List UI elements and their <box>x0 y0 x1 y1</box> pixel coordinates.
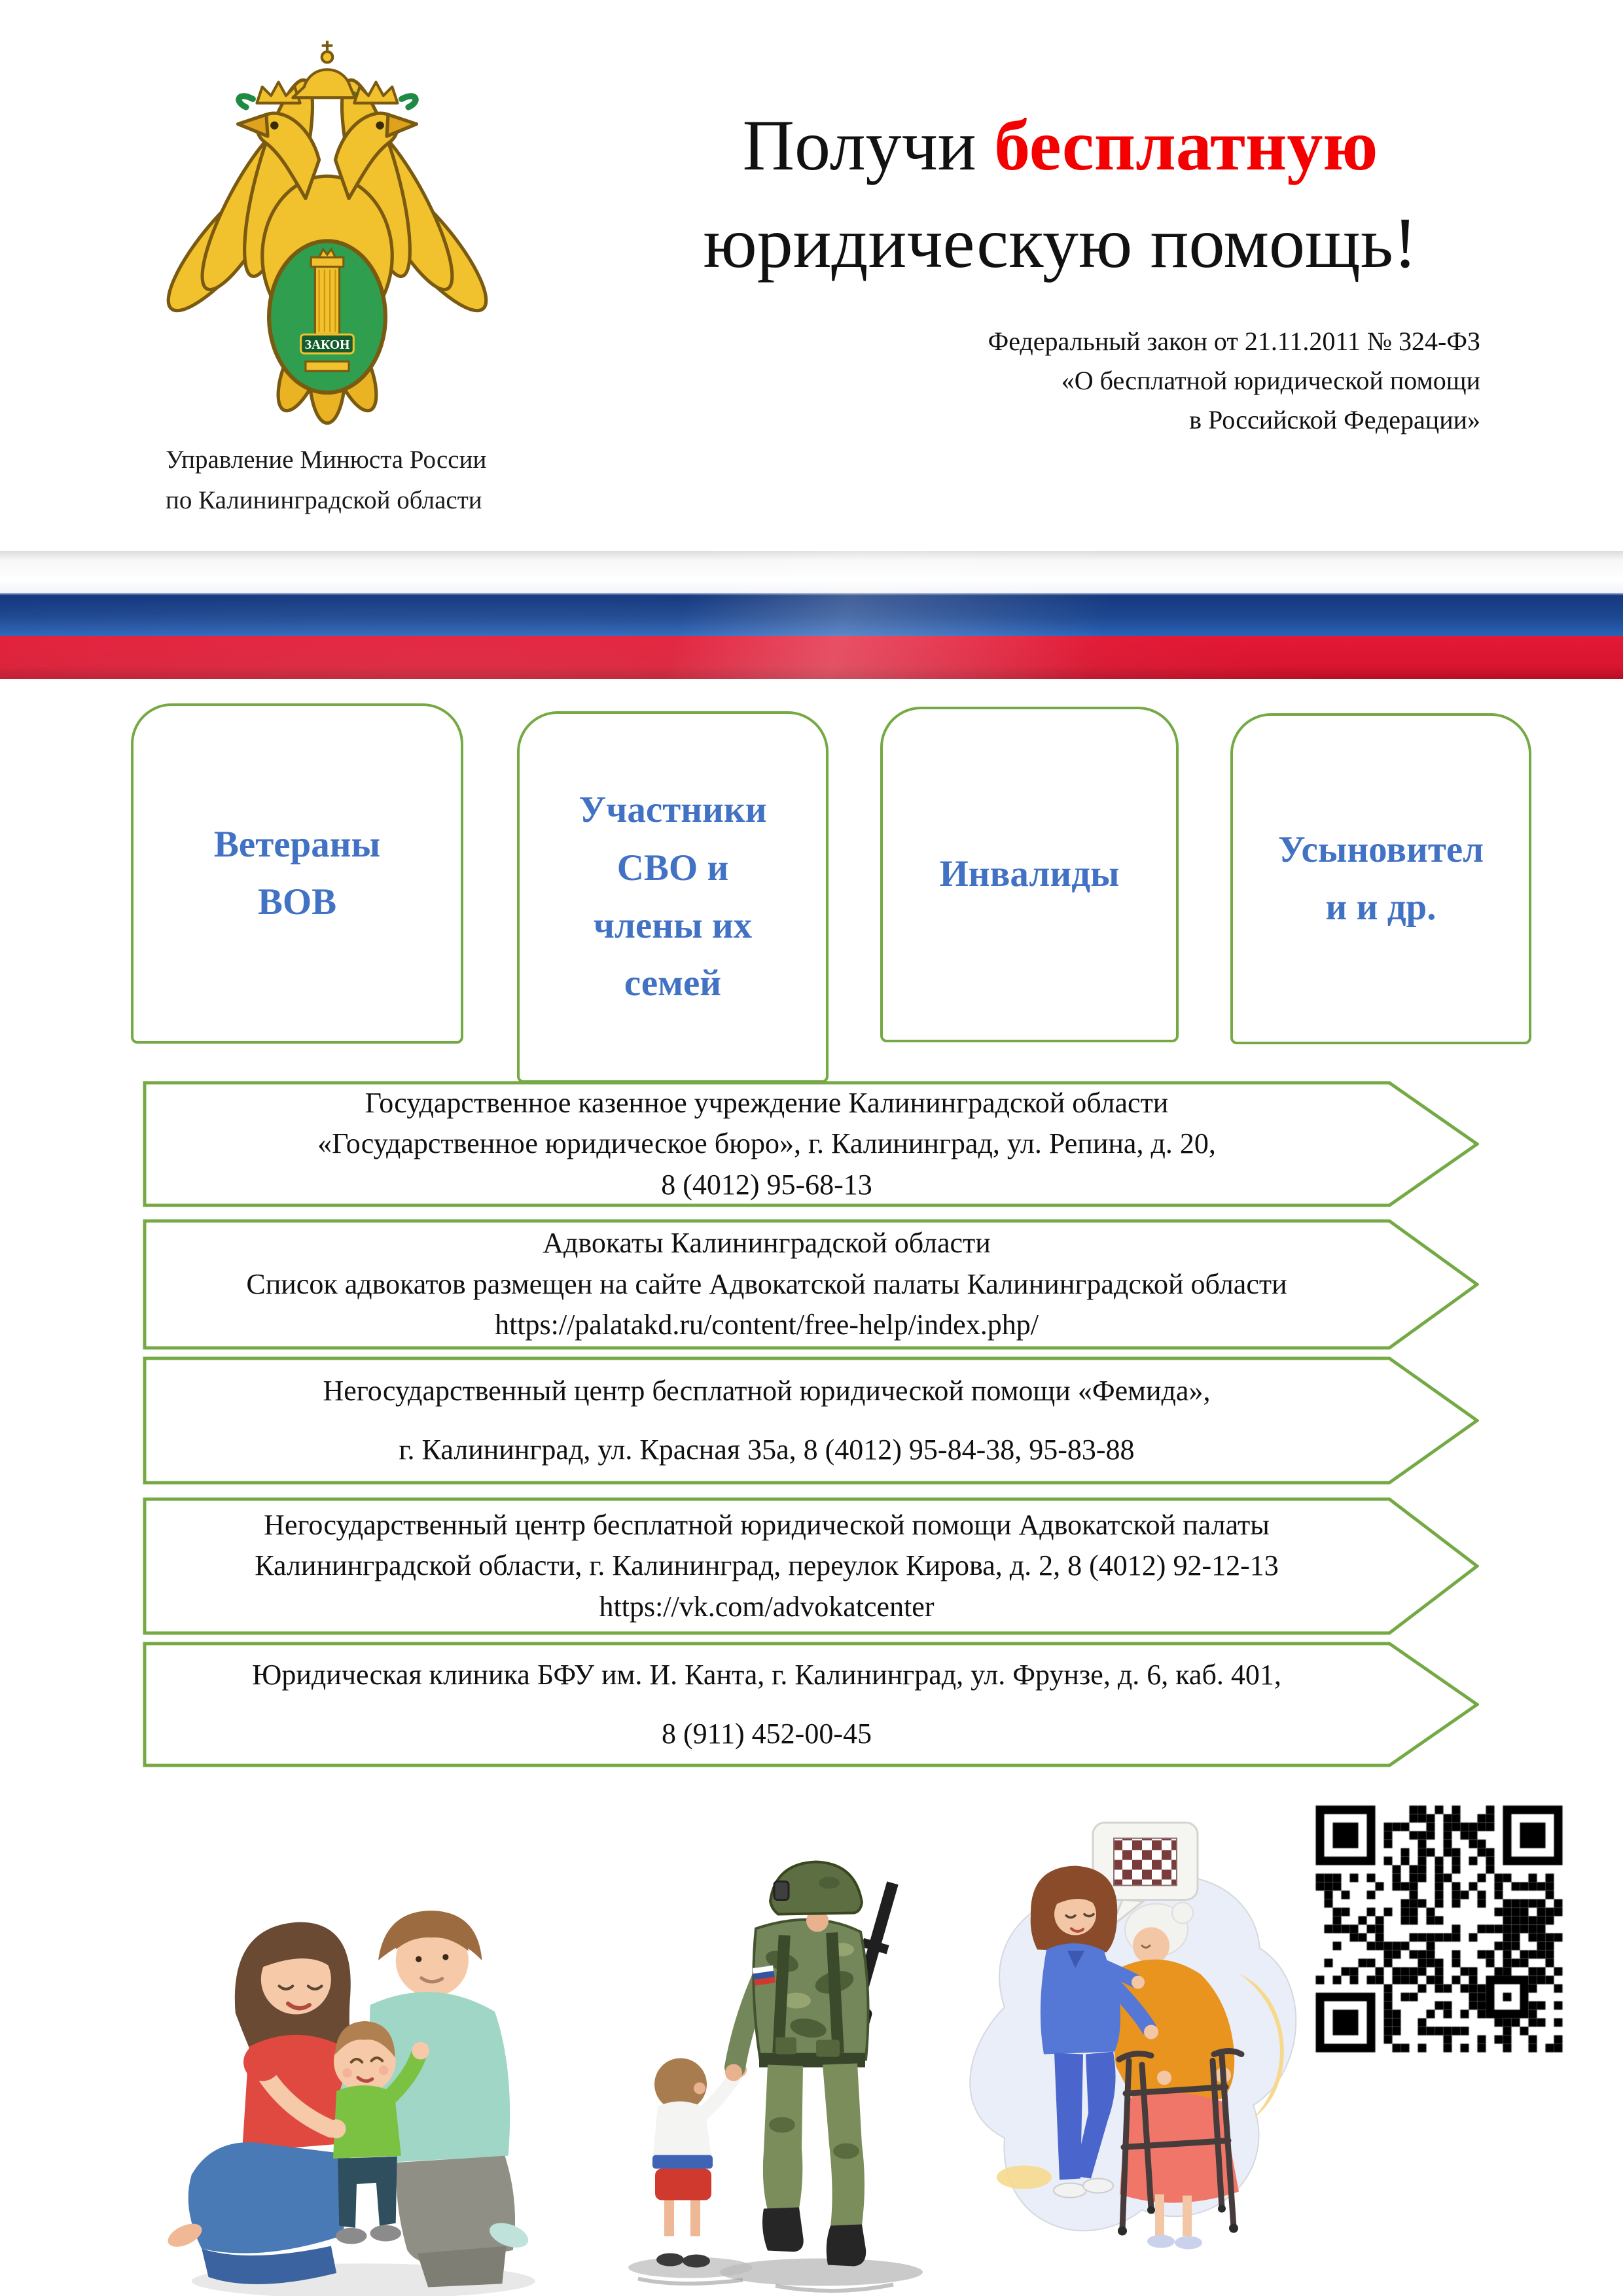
category-label-line: ВОВ <box>257 881 337 923</box>
provider-banner-advokat-center <box>143 1497 1479 1635</box>
provider-text-line: Государственное казенное учреждение Калининградской области <box>365 1086 1169 1119</box>
provider-url-link[interactable]: https://palatakd.ru/content/free-help/index.php/ <box>495 1309 1039 1341</box>
title-line-2: юридическую помощь! <box>703 202 1418 283</box>
category-label-line: Усыновител <box>1277 828 1484 870</box>
provider-phone: 8 (911) 452-00-45 <box>662 1718 872 1750</box>
minjust-emblem <box>151 33 504 432</box>
category-card-adopters <box>1230 713 1531 1044</box>
provider-phone: 8 (4012) 95-68-13 <box>661 1168 872 1201</box>
law-reference-line: Федеральный закон от 21.11.2011 № 324-ФЗ <box>988 327 1480 356</box>
category-label-line: и и др. <box>1325 887 1436 928</box>
provider-banner-advocates <box>143 1219 1479 1350</box>
nurse-elderly-illustration <box>926 1809 1306 2284</box>
poster-title <box>589 97 1531 291</box>
provider-text-line: Калининградской области, г. Калининград, переулок Кирова, д. 2, 8 (4012) 92-12-13 <box>255 1549 1279 1582</box>
category-label-line: члены их <box>593 905 753 946</box>
org-caption <box>166 440 637 521</box>
flag-gloss <box>0 551 1623 679</box>
category-label-line: Ветераны <box>213 823 381 865</box>
law-reference <box>654 322 1480 440</box>
russian-flag-banner <box>0 551 1623 679</box>
provider-text-line: «Государственное юридическое бюро», г. Калининград, ул. Репина, д. 20, <box>317 1127 1216 1160</box>
provider-banner-gosburo <box>143 1081 1479 1207</box>
provider-text-line: Юридическая клиника БФУ им. И. Канта, г. Калининград, ул. Фрунзе, д. 6, каб. 401, <box>252 1658 1281 1691</box>
category-label-line: СВО и <box>616 847 729 889</box>
provider-text-line: Список адвокатов размещен на сайте Адвокатской палаты Калининградской области <box>246 1267 1287 1300</box>
category-label-line: Инвалиды <box>939 853 1120 895</box>
qr-code <box>1311 1801 1567 2057</box>
title-lead: Получи <box>742 105 976 185</box>
provider-text-line: г. Калининград, ул. Красная 35а, 8 (4012) 95-84-38, 95-83-88 <box>399 1434 1135 1466</box>
category-card-veterans <box>131 703 463 1044</box>
category-card-svo <box>517 711 829 1083</box>
provider-banner-legal-clinic <box>143 1642 1479 1767</box>
org-caption-line: Управление Минюста России <box>166 446 487 474</box>
category-label-line: Участники <box>579 789 767 831</box>
provider-banner-femida <box>143 1356 1479 1485</box>
soldier-child-illustration <box>560 1842 952 2296</box>
family-illustration <box>128 1884 586 2296</box>
provider-text-line: Адвокаты Калининградской области <box>543 1227 991 1260</box>
law-reference-line: «О бесплатной юридической помощи <box>1061 366 1480 395</box>
provider-url-link[interactable]: https://vk.com/advokatcenter <box>599 1590 935 1623</box>
minjust-eagle-icon <box>151 33 504 432</box>
category-card-disabled <box>880 707 1179 1042</box>
provider-text-line: Негосударственный центр бесплатной юридической помощи Адвокатской палаты <box>264 1508 1270 1541</box>
law-reference-line: в Российской Федерации» <box>1189 405 1480 434</box>
title-line-1 <box>589 97 1531 194</box>
org-caption-line: по Калининградской области <box>166 486 482 515</box>
provider-text-line: Негосударственный центр бесплатной юридической помощи «Фемида», <box>323 1374 1211 1407</box>
emblem-law-label: ЗАКОН <box>304 337 350 352</box>
category-label-line: семей <box>624 963 722 1004</box>
title-highlight: бесплатную <box>994 105 1378 185</box>
